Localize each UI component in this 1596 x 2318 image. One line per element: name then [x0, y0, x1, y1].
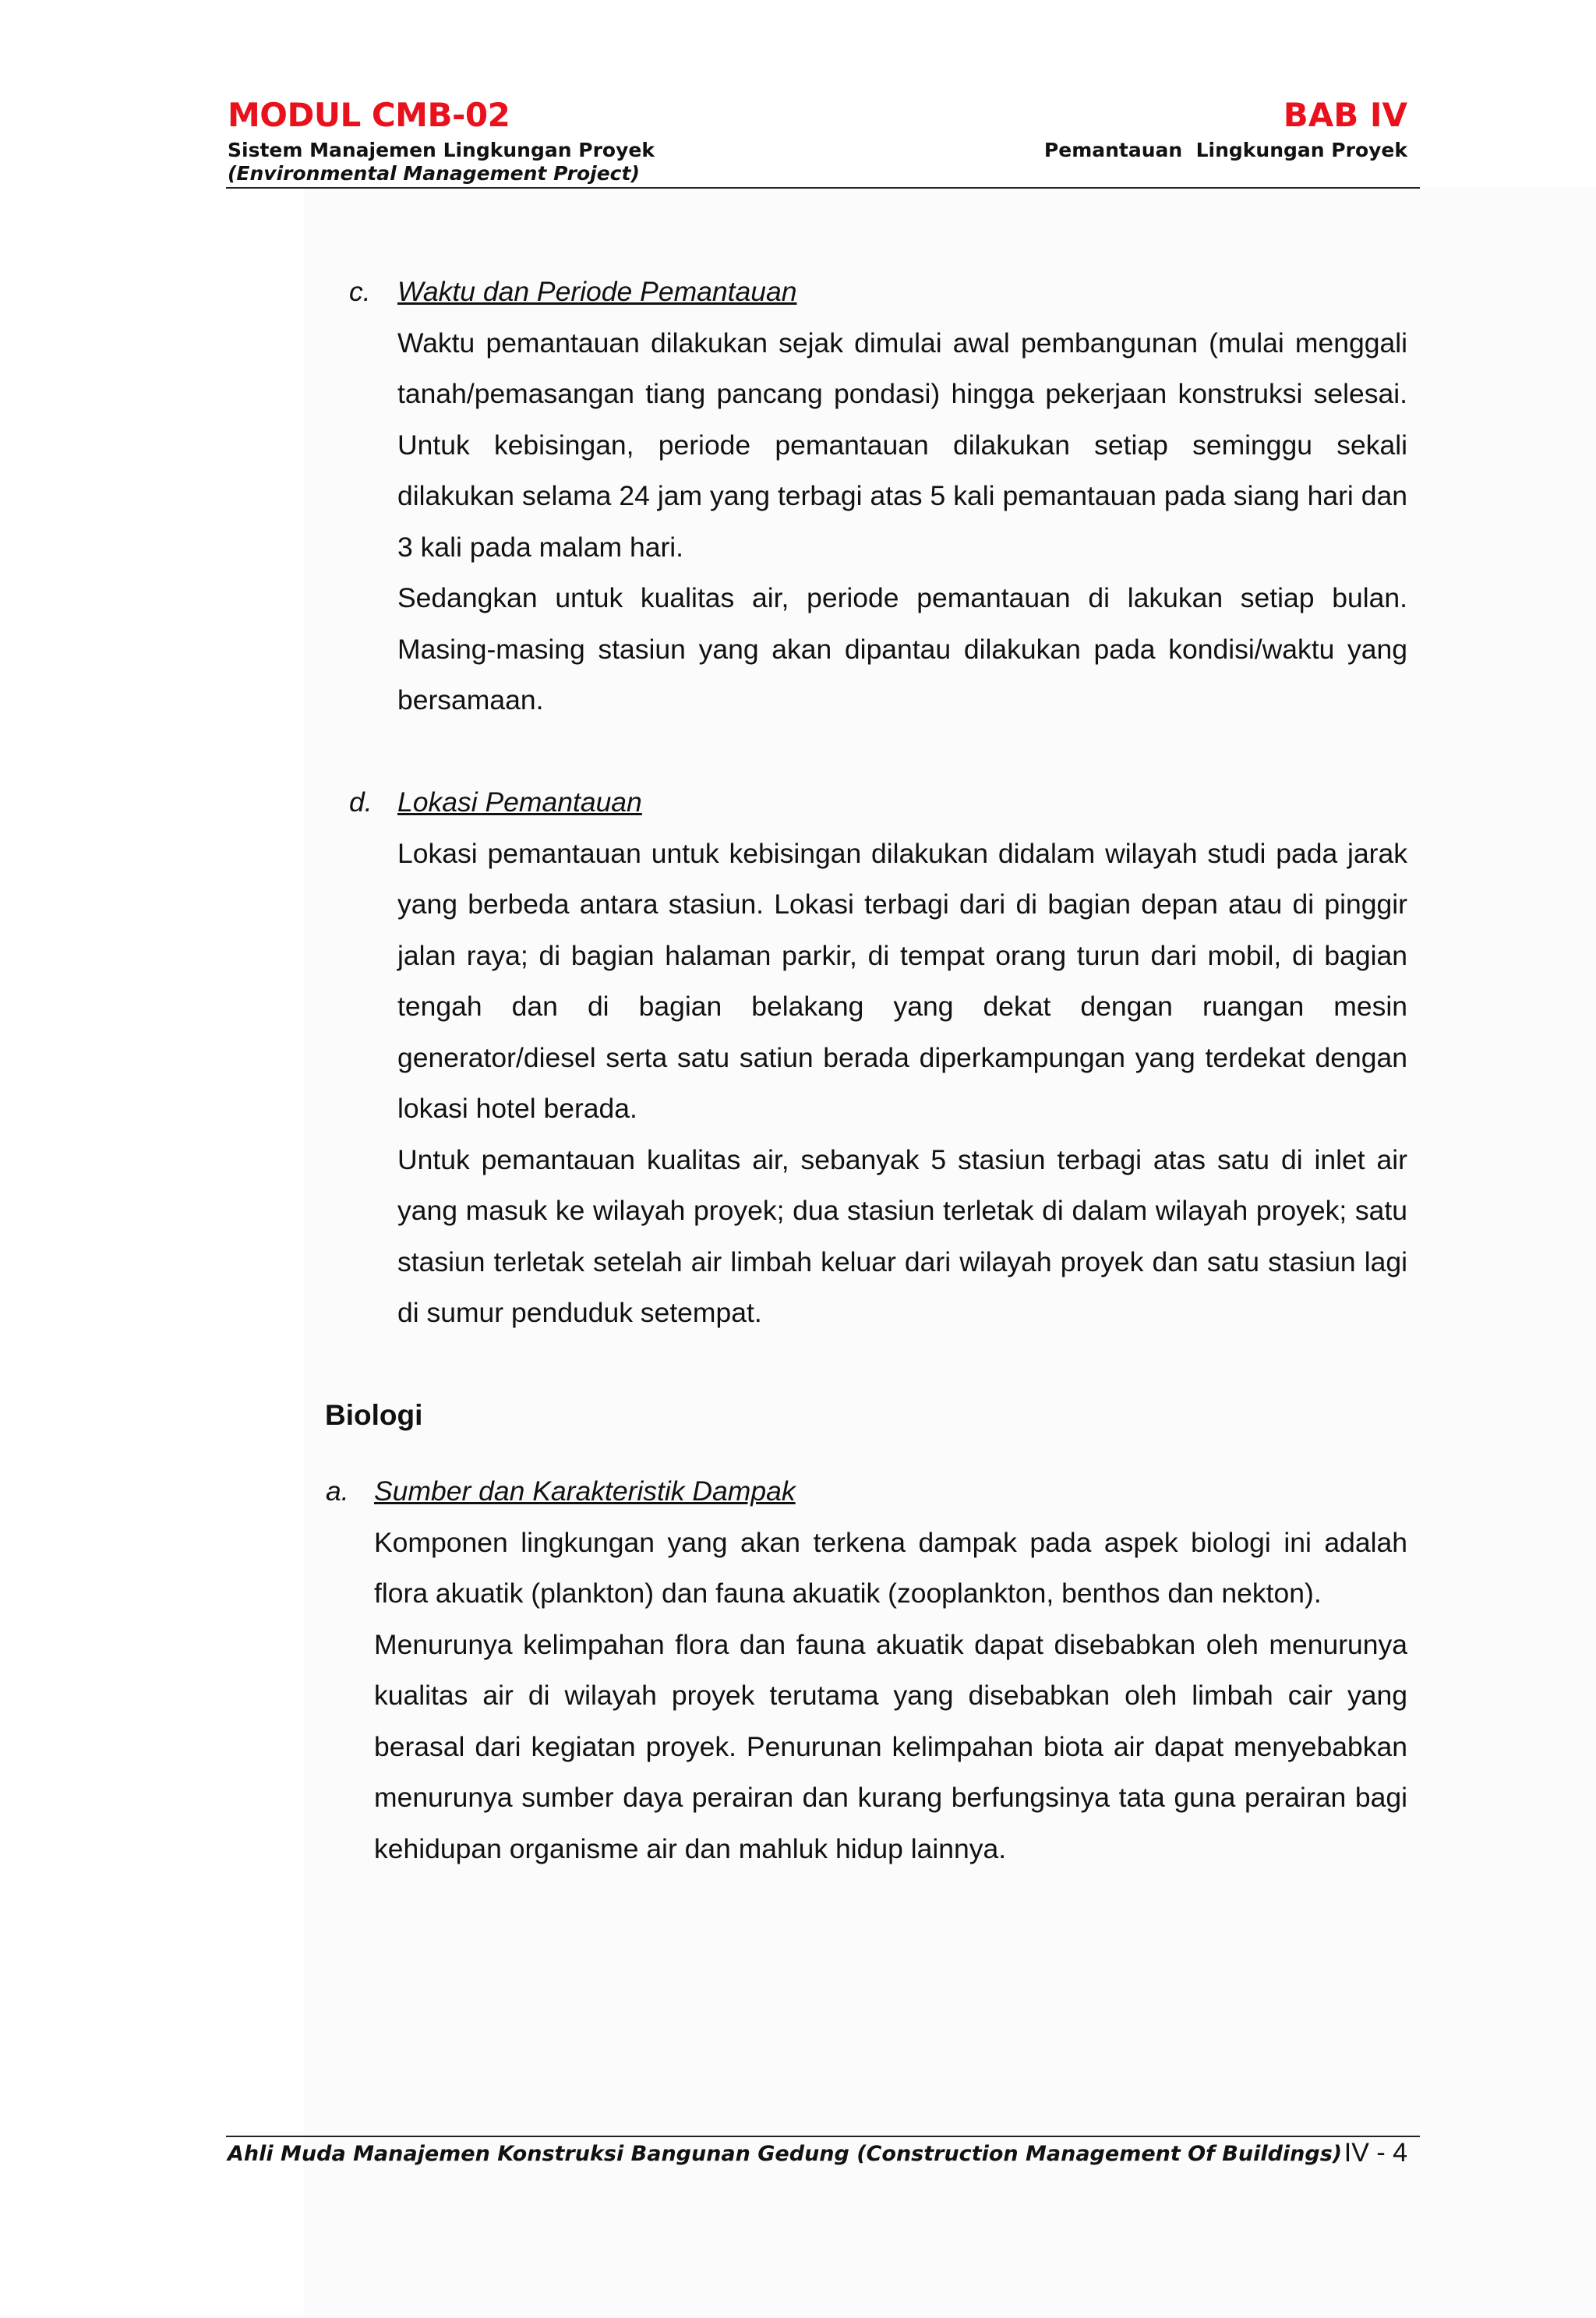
section-c-heading [349, 267, 1407, 318]
section-c-letter: c. [349, 276, 371, 307]
section-c-title: Waktu dan Periode Pemantauan [397, 276, 797, 307]
section-d-heading [349, 777, 1407, 829]
section-d-paragraph-2: Untuk pemantauan kualitas air, sebanyak 5 stasiun terbagi atas satu di inlet air yang masuk ke wilayah proyek; dua stasiun terletak di dalam wilayah proyek; satu stasiun terletak setelah air limbah keluar dari wilayah proyek dan satu stasiun lagi di sumur penduduk setempat. [397, 1143, 1407, 1328]
section-c [349, 267, 1407, 726]
module-subtitle-english: (Environmental Management Project) [228, 162, 640, 185]
footer-divider [226, 2136, 1420, 2137]
module-subtitle: Sistem Manajemen Lingkungan Proyek [228, 139, 655, 161]
section-c-paragraph-2: Sedangkan untuk kualitas air, periode pemantauan di lakukan setiap bulan. Masing-masing stasiun yang akan dipantau dilakukan pada kondisi/waktu yang bersamaan. [397, 582, 1407, 716]
header-divider [226, 187, 1420, 189]
chapter-title: BAB IV [1283, 96, 1407, 134]
section-a-letter: a. [326, 1475, 349, 1507]
section-a-heading [326, 1466, 1407, 1518]
section-d-paragraph-1: Lokasi pemantauan untuk kebisingan dilakukan didalam wilayah studi pada jarak yang berbeda antara stasiun. Lokasi terbagi dari di bagian depan atau di pinggir jalan raya; di bagian halaman parkir, di tempat orang turun dari mobil, di bagian tengah dan di bagian belakang yang dekat dengan ruangan mesin generator/diesel serta satu satiun berada diperkampungan yang terdekat dengan lokasi hotel berada. [397, 837, 1407, 1124]
biologi-heading: Biologi [325, 1399, 423, 1431]
section-biologi-a [326, 1466, 1407, 1875]
section-d [349, 777, 1407, 1339]
section-a-title: Sumber dan Karakteristik Dampak [374, 1475, 796, 1507]
section-d-title: Lokasi Pemantauan [397, 786, 642, 818]
chapter-subtitle: Pemantauan Lingkungan Proyek [1043, 139, 1407, 161]
section-a-paragraph-2: Menurunya kelimpahan flora dan fauna akuatik dapat disebabkan oleh menurunya kualitas air di wilayah proyek terutama yang disebabkan oleh limbah cair yang berasal dari kegiatan proyek. Penurunan kelimpahan biota air dapat menyebabkan menurunya sumber daya perairan dan kurang berfungsinya tata guna perairan bagi kehidupan organisme air dan mahluk hidup lainnya. [374, 1628, 1407, 1864]
module-title: MODUL CMB-02 [228, 96, 510, 134]
section-a-paragraph-1: Komponen lingkungan yang akan terkena dampak pada aspek biologi ini adalah flora akuatik (plankton) dan fauna akuatik (zooplankton, benthos dan nekton). [374, 1526, 1407, 1609]
footer-text: Ahli Muda Manajemen Konstruksi Bangunan Gedung (Construction Management Of Buildings) [228, 2142, 1343, 2166]
section-c-paragraph-1: Waktu pemantauan dilakukan sejak dimulai awal pembangunan (mulai menggali tanah/pemasangan tiang pancang pondasi) hingga pekerjaan konstruksi selesai. Untuk kebisingan, periode pemantauan dilakukan setiap seminggu sekali dilakukan selama 24 jam yang terbagi atas 5 kali pemantauan pada siang hari dan 3 kali pada malam hari. [397, 327, 1407, 563]
page-number: IV - 4 [1344, 2138, 1407, 2168]
section-d-letter: d. [349, 786, 373, 818]
